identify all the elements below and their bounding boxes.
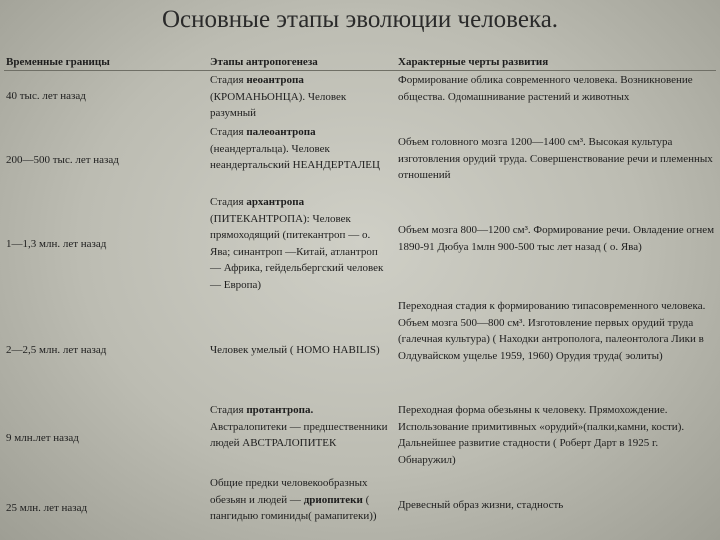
features-cell: Объем головного мозга 1200—1400 см³. Высокая культура изготовления орудий труда. Совершенствование речи и племенных отношений bbox=[398, 136, 713, 181]
time-cell: 1—1,3 млн. лет назад bbox=[6, 238, 107, 250]
header-characteristics: Характерные черты развития bbox=[398, 56, 549, 68]
stage-cell: Человек умелый ( HOMO HABILIS) bbox=[210, 344, 380, 356]
time-cell: 9 млн.лет назад bbox=[6, 432, 79, 444]
features-cell: Переходная стадия к формированию типасовременного человека. Объем мозга 500—800 см³. Изготовление первых орудий труда (галечная культура) ( Находки антрополога, палеонтолога Лики в Олдувайском ущелье 1959, 1960) Орудия труда( эолиты) bbox=[398, 300, 706, 362]
stage-cell: Стадия архантропа (ПИТЕКАНТРОПА): Человек прямоходящий (питекантроп — о. Ява; синантроп —Китай, атлантроп — Африка, гейдельбергский человек — Европа) bbox=[210, 196, 384, 291]
stage-cell: Стадия протантропа. Австралопитеки — предшественники людей АВСТРАЛОПИТЕК bbox=[210, 404, 388, 449]
stage-cell: Стадия палеоантропа (неандертальца). Человек неандертальский НЕАНДЕРТАЛЕЦ bbox=[210, 126, 380, 171]
stage-cell: Стадия неоантропа (КРОМАНЬОНЦА). Человек разумный bbox=[210, 74, 347, 119]
features-cell: Переходная форма обезьяны к человеку. Прямохождение. Использование примитивных «орудий»(палки,камни, кости). Дальнейшее развитие стадности ( Роберт Дарт в 1925 г. Обнаружил) bbox=[398, 404, 685, 466]
time-cell: 2—2,5 млн. лет назад bbox=[6, 344, 107, 356]
features-cell: Древесный образ жизни, стадность bbox=[398, 499, 564, 511]
features-cell: Объем мозга 800—1200 см³. Формирование речи. Овладение огнем 1890-91 Дюбуа 1млн 900-500 тыс лет назад ( о. Ява) bbox=[398, 224, 715, 253]
header-anthropogenesis-stages: Этапы антропогенеза bbox=[210, 56, 318, 68]
header-divider bbox=[4, 70, 716, 71]
features-cell: Формирование облика современного человека. Возникновение общества. Одомашнивание растений и животных bbox=[398, 74, 693, 103]
time-cell: 25 млн. лет назад bbox=[6, 502, 88, 514]
time-cell: 40 тыс. лет назад bbox=[6, 90, 86, 102]
time-cell: 200—500 тыс. лет назад bbox=[6, 154, 119, 166]
stage-cell: Общие предки человекообразных обезьян и людей — дриопитеки ( пангидыю гоминиды( рамапитеки)) bbox=[210, 477, 377, 522]
page-title: Основные этапы эволюции человека. bbox=[161, 6, 559, 33]
header-time-bounds: Временные границы bbox=[6, 56, 110, 68]
